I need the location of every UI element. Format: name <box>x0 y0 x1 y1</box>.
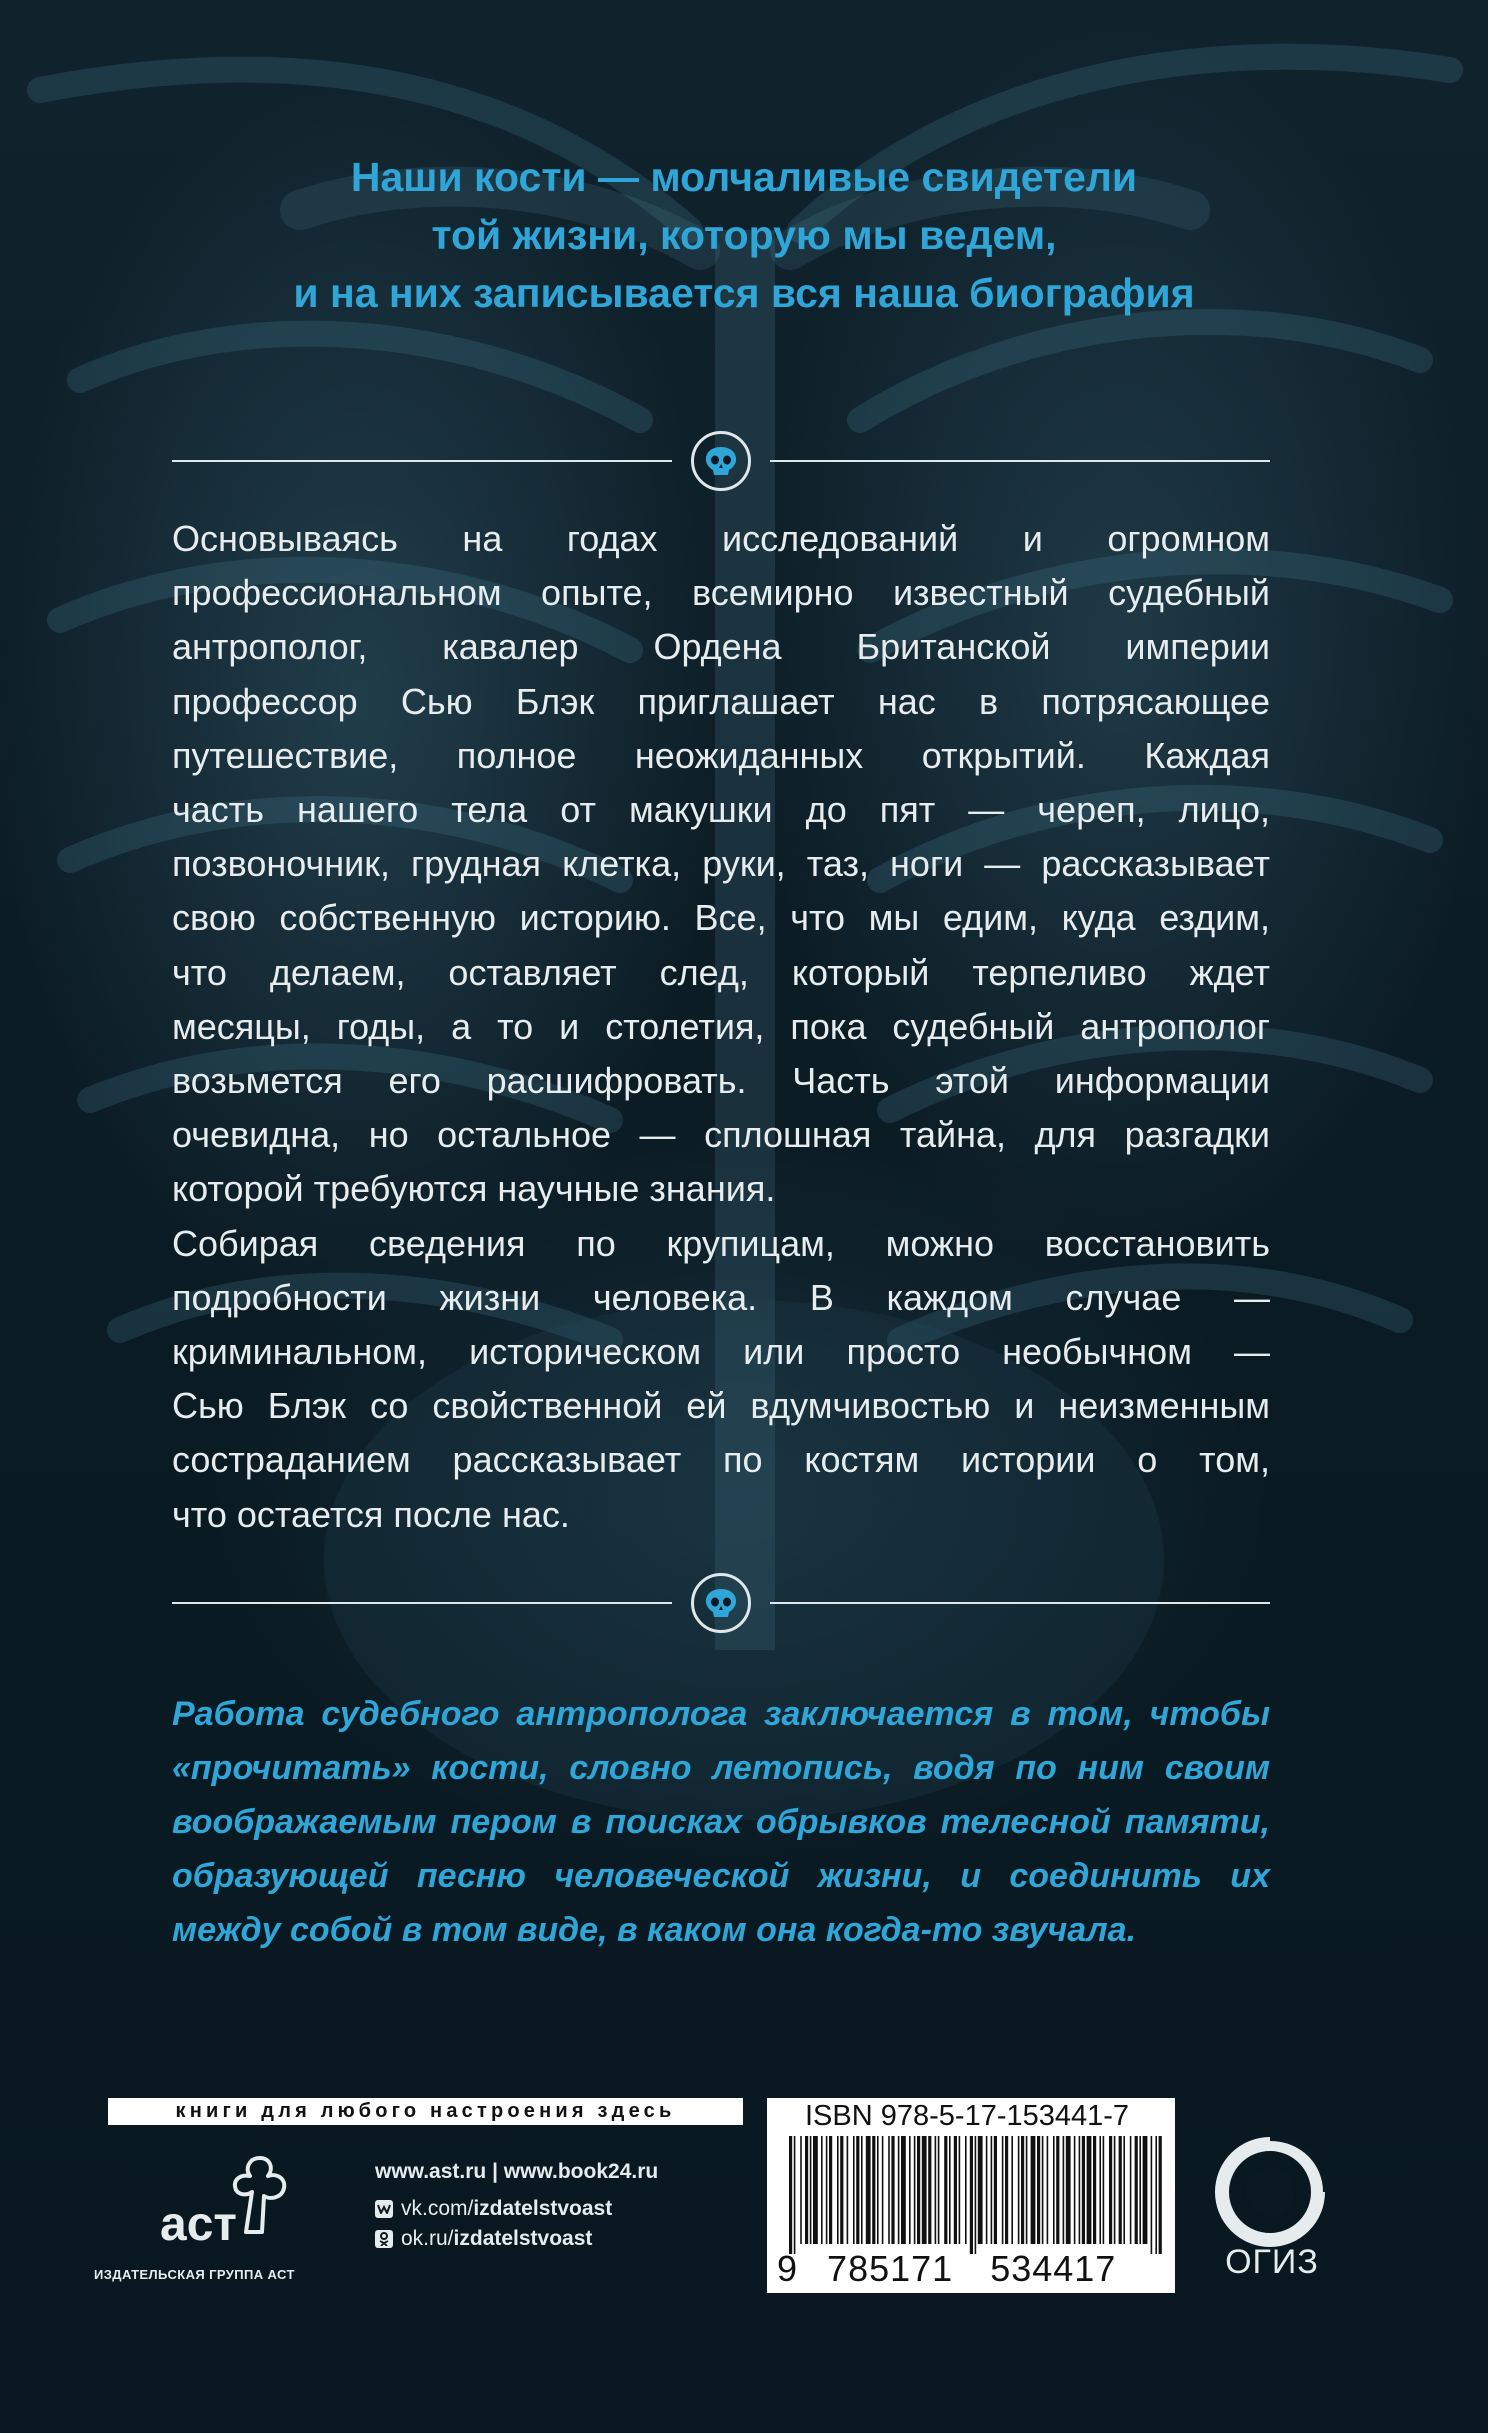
quote-line: образующей песню человеческой жизни, и соединить их <box>172 1857 1270 1895</box>
ok-icon <box>375 2230 393 2248</box>
barcode-bar <box>1159 2136 1162 2254</box>
barcode-bar <box>1114 2136 1116 2244</box>
description-line: свою собственную историю. Все, что мы едим, куда ездим, <box>172 897 1270 939</box>
tagline-line: той жизни, которую мы ведем, <box>431 212 1057 258</box>
barcode-bar <box>1135 2136 1138 2244</box>
barcode-bar <box>1056 2136 1059 2244</box>
description-line: возьмется его расшифровать. Часть этой информации <box>172 1060 1270 1102</box>
book-description <box>172 512 1270 1542</box>
description-line: что остается после нас. <box>172 1493 570 1535</box>
barcode-bar <box>991 2136 993 2244</box>
ean-right-group: 534417 <box>990 2248 1117 2289</box>
description-line: что делаем, оставляет след, который терпеливо ждет <box>172 951 1270 993</box>
description-line: антрополог, кавалер Ордена Британской империи <box>172 626 1270 668</box>
barcode-bar <box>898 2136 900 2244</box>
divider-line <box>770 460 1270 462</box>
barcode-bar <box>1093 2136 1096 2244</box>
barcode-bar <box>938 2136 940 2244</box>
publisher-slogan: книги для любого настроения здесь <box>108 2098 743 2125</box>
barcode-bar <box>917 2136 920 2244</box>
barcode-bar <box>800 2136 802 2244</box>
divider-line <box>172 460 672 462</box>
barcode-bar <box>1021 2136 1024 2244</box>
barcode-bar <box>1042 2136 1044 2244</box>
quote-line: воображаемым пером в поисках обрывков телесной памяти, <box>172 1803 1270 1841</box>
barcode-bar <box>975 2136 977 2254</box>
barcode-bar <box>1109 2136 1112 2244</box>
ok-domain: ok.ru/ <box>401 2227 454 2250</box>
tagline-line: и на них записывается вся наша биография <box>293 270 1195 316</box>
barcode-bar <box>872 2136 875 2244</box>
barcode-bar <box>1037 2136 1040 2244</box>
quote-line: между собой в том виде, в каком она когда-то звучала. <box>172 1911 1137 1949</box>
barcode-bar <box>1031 2136 1036 2244</box>
ok-handle: izdatelstvoast <box>453 2227 593 2250</box>
description-line: профессиональном опыте, всемирно известный судебный <box>172 572 1270 614</box>
barcode-bar <box>882 2136 884 2244</box>
description-line: позвоночник, грудная клетка, руки, таз, ноги — рассказывает <box>172 843 1270 885</box>
barcode-bar <box>888 2136 890 2244</box>
barcode-bar <box>877 2136 879 2244</box>
barcode-bar <box>1123 2136 1125 2244</box>
barcode-bar <box>965 2136 967 2244</box>
divider-line <box>770 1602 1270 1604</box>
vk-icon <box>375 2200 393 2218</box>
description-line: профессор Сью Блэк приглашает нас в потрясающее <box>172 680 1270 722</box>
barcode-bar <box>944 2136 947 2244</box>
barcode-bar <box>1026 2136 1028 2244</box>
barcode-bar <box>810 2136 812 2244</box>
barcode-bar <box>1047 2136 1049 2244</box>
description-line: подробности жизни человека. В каждом случае — <box>172 1276 1270 1318</box>
barcode-bar <box>959 2136 961 2244</box>
barcode-bar <box>1053 2136 1055 2244</box>
barcode-bar <box>1079 2136 1081 2244</box>
barcode-bar <box>935 2136 937 2244</box>
publisher-group-name: ИЗДАТЕЛЬСКАЯ ГРУППА АСТ <box>94 2267 295 2282</box>
barcode-bar <box>1066 2136 1071 2244</box>
ok-link[interactable] <box>375 2227 658 2251</box>
barcode-bar <box>1011 2136 1013 2244</box>
barcode-bar <box>1103 2136 1105 2244</box>
barcode-bar <box>829 2136 832 2244</box>
description-line: Основываясь на годах исследований и огромном <box>172 518 1270 559</box>
barcode-bar <box>1087 2136 1092 2244</box>
barcode-bar <box>1119 2136 1122 2244</box>
ast-logo-text: аст <box>160 2198 237 2251</box>
barcode-bar <box>837 2136 839 2244</box>
barcode-bar <box>1151 2136 1153 2254</box>
tagline-line: Наши кости — молчаливые свидетели <box>350 154 1138 200</box>
barcode-bar <box>1139 2136 1141 2244</box>
barcode-bar <box>1130 2136 1132 2244</box>
barcode-bar <box>1143 2136 1148 2244</box>
barcode-bar <box>891 2136 894 2244</box>
barcode-bar <box>914 2136 916 2244</box>
isbn-barcode <box>767 2098 1175 2293</box>
tagline <box>0 148 1488 322</box>
barcode-bar <box>1074 2136 1076 2244</box>
barcode-bar <box>805 2136 808 2244</box>
quote-line: «прочитать» кости, словно летопись, водя по ним своим <box>172 1749 1270 1787</box>
barcode-bar <box>954 2136 957 2244</box>
publisher-links <box>375 2160 658 2251</box>
barcode-bar <box>1002 2136 1004 2244</box>
vk-link[interactable] <box>375 2197 658 2221</box>
barcode-bar <box>970 2136 973 2254</box>
description-line: путешествие, полное неожиданных открытий. Каждая <box>172 734 1270 776</box>
description-line: криминальном, историческом или просто необычном — <box>172 1331 1270 1373</box>
ean-first-digit: 9 <box>777 2248 799 2289</box>
barcode-bar <box>1005 2136 1008 2244</box>
vk-handle: izdatelstvoast <box>473 2197 613 2220</box>
skull-icon <box>691 431 751 491</box>
barcode-bar <box>813 2136 818 2244</box>
description-line: Сью Блэк со свойственной ей вдумчивостью и неизменным <box>172 1385 1270 1427</box>
barcode-bar <box>853 2136 855 2244</box>
barcode-bar <box>922 2136 927 2244</box>
barcode-bar <box>978 2136 983 2244</box>
barcode-bar <box>909 2136 911 2244</box>
barcode-bar <box>789 2136 792 2254</box>
barcode-bar <box>826 2136 828 2244</box>
barcode-bar <box>847 2136 849 2244</box>
bottom-divider <box>172 1568 1270 1638</box>
pull-quote <box>172 1687 1270 1957</box>
description-line: месяцы, годы, а то и столетия, пока судебный антрополог <box>172 1005 1270 1047</box>
barcode-bar <box>866 2136 871 2244</box>
barcode-bar <box>794 2136 796 2254</box>
barcode-bar <box>1099 2136 1101 2244</box>
barcode-bar <box>861 2136 863 2244</box>
ast-logo <box>150 2140 300 2255</box>
description-line: которой требуются научные знания. <box>172 1168 776 1210</box>
barcode-bar <box>840 2136 843 2244</box>
description-line: часть нашего тела от макушки до пят — череп, лицо, <box>172 789 1270 831</box>
barcode-bar <box>928 2136 931 2244</box>
barcode-bar <box>986 2136 988 2244</box>
description-line: очевидна, но остальное — сплошная тайна, для разгадки <box>172 1114 1270 1156</box>
divider-line <box>172 1602 672 1604</box>
barcode-bar <box>1155 2136 1157 2254</box>
description-line: Собирая сведения по крупицам, можно восстановить <box>172 1222 1270 1264</box>
skull-icon <box>691 1573 751 1633</box>
ean-digits <box>777 2248 1169 2290</box>
isbn-number: ISBN 978-5-17-153441-7 <box>805 2100 1130 2132</box>
barcode-bar <box>901 2136 906 2244</box>
quote-line: Работа судебного антрополога заключается в том, чтобы <box>172 1695 1270 1733</box>
barcode-bars <box>775 2136 1167 2254</box>
barcode-bar <box>821 2136 823 2244</box>
barcode-bar <box>949 2136 951 2244</box>
top-divider <box>172 426 1270 496</box>
vk-domain: vk.com/ <box>401 2197 474 2220</box>
barcode-bar <box>1082 2136 1085 2244</box>
barcode-bar <box>1063 2136 1065 2244</box>
barcode-bar <box>856 2136 859 2244</box>
ogiz-imprint-name: ОГИЗ <box>1225 2243 1319 2281</box>
description-line: состраданием рассказывает по костям истории о том, <box>172 1439 1270 1481</box>
ean-left-group: 785171 <box>827 2248 954 2289</box>
barcode-bar <box>994 2136 997 2244</box>
barcode-bar <box>1018 2136 1020 2244</box>
website-links[interactable]: www.ast.ru | www.book24.ru <box>375 2160 659 2183</box>
